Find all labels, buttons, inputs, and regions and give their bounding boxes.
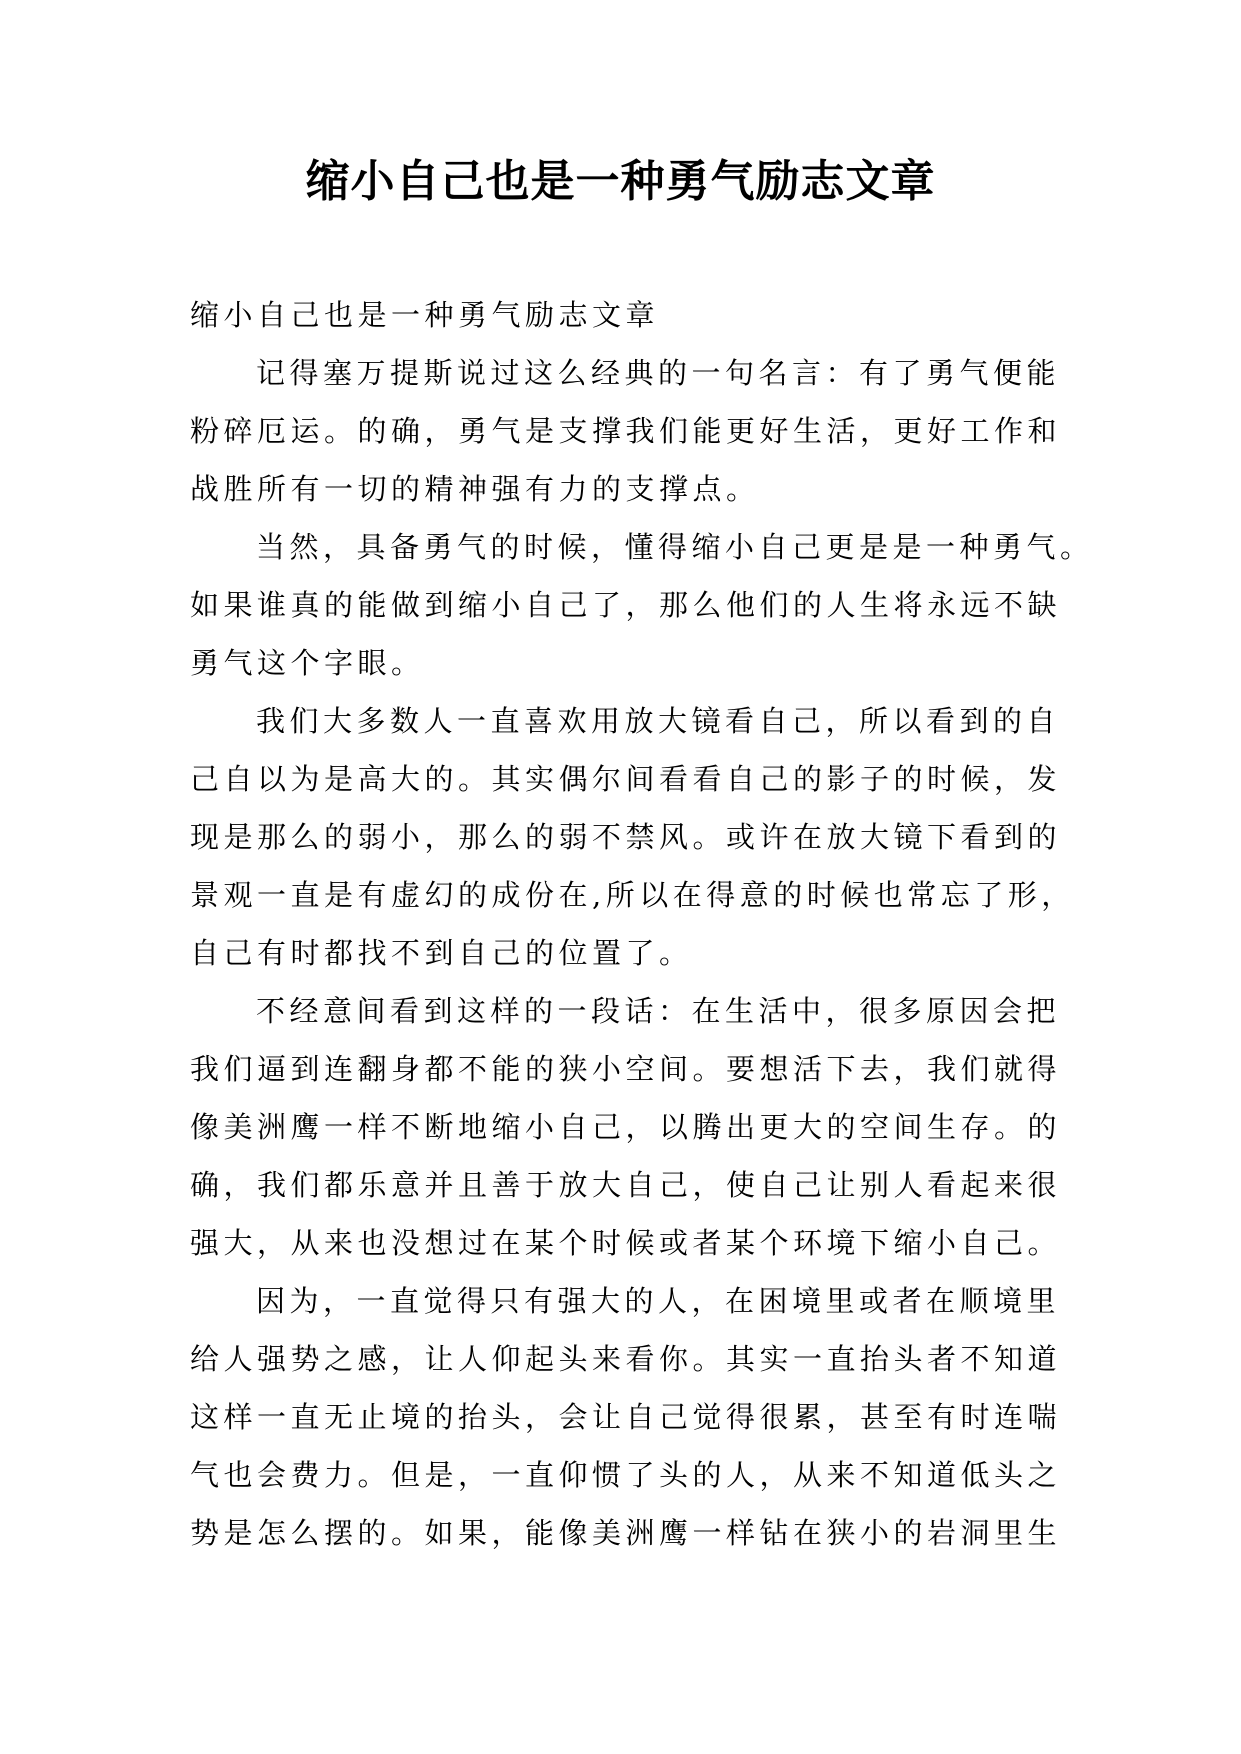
body-line: 给人强势之感，让人仰起头来看你。其实一直抬头者不知道	[190, 1342, 1062, 1376]
body-line: 不经意间看到这样的一段话：在生活中，很多原因会把	[256, 994, 1061, 1028]
body-line: 景观一直是有虚幻的成份在,所以在得意的时候也常忘了形，	[190, 878, 1075, 912]
body-line-subtitle: 缩小自己也是一种勇气励志文章	[190, 298, 660, 332]
body-line: 势是怎么摆的。如果，能像美洲鹰一样钻在狭小的岩洞里生	[190, 1516, 1062, 1550]
document-title: 缩小自己也是一种勇气励志文章	[305, 156, 936, 207]
body-line: 记得塞万提斯说过这么经典的一句名言：有了勇气便能	[256, 356, 1061, 390]
body-line: 我们大多数人一直喜欢用放大镜看自己，所以看到的自	[256, 704, 1061, 738]
body-line: 气也会费力。但是，一直仰惯了头的人，从来不知道低头之	[190, 1458, 1062, 1492]
body-line: 己自以为是高大的。其实偶尔间看看自己的影子的时候，发	[190, 762, 1062, 796]
document-body	[190, 286, 1094, 1562]
body-line: 确，我们都乐意并且善于放大自己，使自己让别人看起来很	[190, 1168, 1062, 1202]
body-line: 像美洲鹰一样不断地缩小自己，以腾出更大的空间生存。的	[190, 1110, 1062, 1144]
body-line: 现是那么的弱小，那么的弱不禁风。或许在放大镜下看到的	[190, 820, 1062, 854]
body-line: 勇气这个字眼。	[190, 646, 425, 680]
body-line: 这样一直无止境的抬头，会让自己觉得很累，甚至有时连喘	[190, 1400, 1062, 1434]
body-line: 自己有时都找不到自己的位置了。	[190, 936, 693, 970]
body-line: 当然，具备勇气的时候，懂得缩小自己更是是一种勇气。	[256, 530, 1094, 564]
body-line: 我们逼到连翻身都不能的狭小空间。要想活下去，我们就得	[190, 1052, 1062, 1086]
body-line: 因为，一直觉得只有强大的人，在困境里或者在顺境里	[256, 1284, 1061, 1318]
body-line: 强大，从来也没想过在某个时候或者某个环境下缩小自己。	[190, 1226, 1062, 1260]
body-line: 粉碎厄运。的确，勇气是支撑我们能更好生活，更好工作和	[190, 414, 1062, 448]
body-line: 如果谁真的能做到缩小自己了，那么他们的人生将永远不缺	[190, 588, 1062, 622]
body-line: 战胜所有一切的精神强有力的支撑点。	[190, 472, 760, 506]
